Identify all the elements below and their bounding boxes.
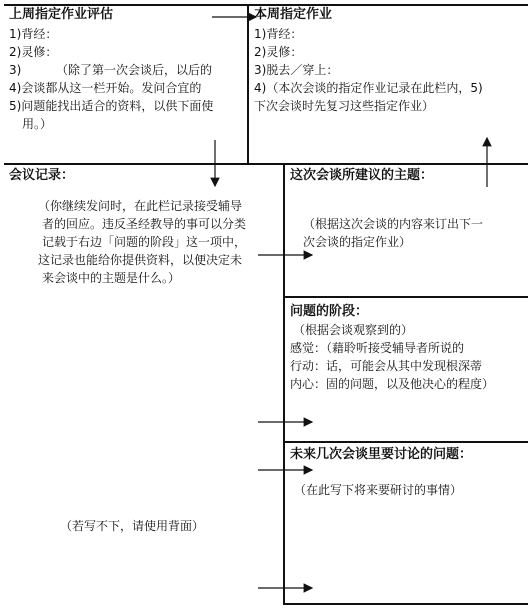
problem-stages-line-1: （根据会谈观察到的） [293, 323, 414, 337]
this-week-title: 本周指定作业 [254, 7, 333, 22]
this-week-item-2: 2)灵修： [254, 45, 303, 59]
future-topics-line-1: （在此写下将来要研讨的事情） [294, 483, 463, 497]
minutes-overflow-note: （若写不下，请使用背面） [60, 519, 205, 533]
minutes-line-2: 者的回应。违反圣经教导的事可以分类 [42, 217, 247, 231]
suggested-topic-line-2: 次会谈的指定作业） [303, 235, 412, 249]
minutes-line-1: （你继续发问时，在此栏记录接受辅导 [38, 199, 243, 213]
last-week-item-1: 1)背经： [9, 27, 58, 41]
this-week-item-4: 4)（本次会谈的指定作业记录在此栏内，5) [254, 81, 483, 95]
minutes-title: 会议记录： [9, 168, 75, 183]
problem-stages-line-3: 行动：话，可能会从其中发现根深蒂 [290, 359, 483, 373]
last-week-note-end: 用。） [22, 117, 53, 131]
minutes-line-4: 这记录也能给你提供资料，以便决定未 [38, 253, 243, 267]
problem-stages-line-4: 内心：固的问题，以及他决心的程度） [290, 377, 495, 391]
last-week-title: 上周指定作业评估 [9, 7, 114, 22]
future-topics-title: 未来几次会谈里要讨论的问题： [290, 447, 473, 462]
this-week-item-5: 下次会谈时先复习这些指定作业） [254, 99, 435, 113]
last-week-note-line-1: （除了第一次会谈后，以后的 [56, 63, 213, 77]
suggested-topic-title: 这次会谈所建议的主题： [290, 168, 434, 183]
this-week-item-3: 3)脱去／穿上： [254, 63, 339, 77]
last-week-item-5: 5)问题能找出适合的资料，以供下面使 [9, 99, 214, 113]
problem-stages-title: 问题的阶段： [290, 304, 369, 319]
last-week-item-2: 2)灵修： [9, 45, 58, 59]
last-week-item-3: 3) [9, 63, 22, 77]
last-week-item-4: 4)会谈都从这一栏开始。发问合宜的 [9, 81, 202, 95]
suggested-topic-line-1: （根据这次会谈的内容来订出下一 [303, 217, 484, 231]
minutes-line-5: 来会谈中的主题是什么。） [42, 271, 181, 285]
minutes-line-3: 记载于右边「问题的阶段」这一项中， [42, 235, 247, 249]
problem-stages-line-2: 感觉：（藉聆听接受辅导者所说的 [290, 341, 465, 355]
this-week-item-1: 1)背经： [254, 27, 303, 41]
